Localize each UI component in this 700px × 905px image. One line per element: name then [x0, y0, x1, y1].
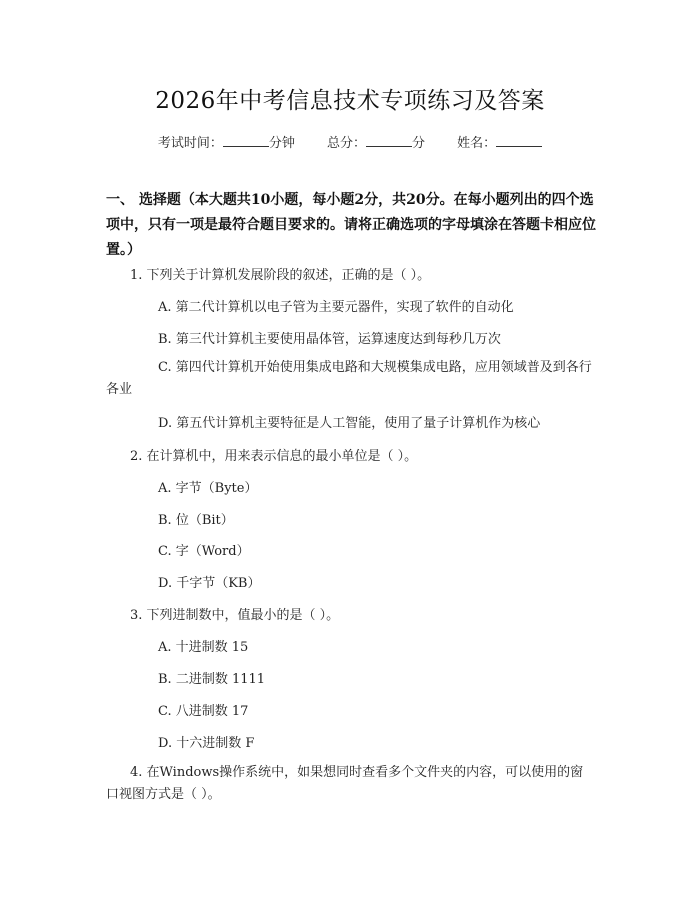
exam-time-label: 考试时间：	[157, 136, 223, 151]
question-2-stem: 2. 在计算机中，用来表示信息的最小单位是（ ）。	[130, 449, 418, 464]
question-2-option-d: D. 千字节（KB）	[158, 576, 261, 591]
total-score-label: 总分：	[326, 136, 366, 151]
name-field	[457, 136, 542, 151]
question-3-option-c: C. 八进制数 17	[158, 704, 249, 719]
page-title: 2026年中考信息技术专项练习及答案	[155, 88, 545, 114]
question-3-option-a: A. 十进制数 15	[158, 640, 249, 655]
name-label: 姓名：	[457, 136, 497, 151]
total-score-unit: 分	[412, 136, 426, 151]
exam-meta	[0, 132, 700, 151]
question-1-option-d: D. 第五代计算机主要特征是人工智能，使用了量子计算机作为核心	[158, 416, 541, 431]
question-3-option-d: D. 十六进制数 F	[158, 736, 255, 751]
question-1-option-b: B. 第三代计算机主要使用晶体管，运算速度达到每秒几万次	[158, 332, 501, 347]
question-4-stem: 4. 在Windows操作系统中，如果想同时查看多个文件夹的内容，可以使用的窗口视图方式是（ ）。	[106, 765, 584, 802]
question-3-option-b: B. 二进制数 1111	[158, 672, 266, 687]
question-1-option-c: C. 第四代计算机开始使用集成电路和大规模集成电路，应用领域普及到各行各业	[106, 360, 592, 397]
section-1-heading: 一、 选择题（本大题共10小题，每小题2分，共20分。在每小题列出的四个选项中，只有一项是最符合题目要求的。请将正确选项的字母填涂在答题卡相应位置。）	[106, 192, 596, 258]
question-1-option-a: A. 第二代计算机以电子管为主要元器件，实现了软件的自动化	[158, 300, 514, 315]
exam-time-blank	[223, 134, 269, 147]
name-blank	[496, 134, 542, 147]
question-2-option-c: C. 字（Word）	[158, 544, 250, 559]
question-1-stem: 1. 下列关于计算机发展阶段的叙述，正确的是（ ）。	[130, 268, 431, 283]
question-2-option-b: B. 位（Bit）	[158, 513, 234, 528]
exam-time-field	[158, 136, 299, 151]
exam-time-unit: 分钟	[268, 136, 295, 151]
total-score-blank	[366, 134, 412, 147]
question-3-stem: 3. 下列进制数中，值最小的是（ ）。	[130, 608, 340, 623]
question-2-option-a: A. 字节（Byte）	[158, 481, 258, 496]
total-score-field	[327, 136, 429, 151]
